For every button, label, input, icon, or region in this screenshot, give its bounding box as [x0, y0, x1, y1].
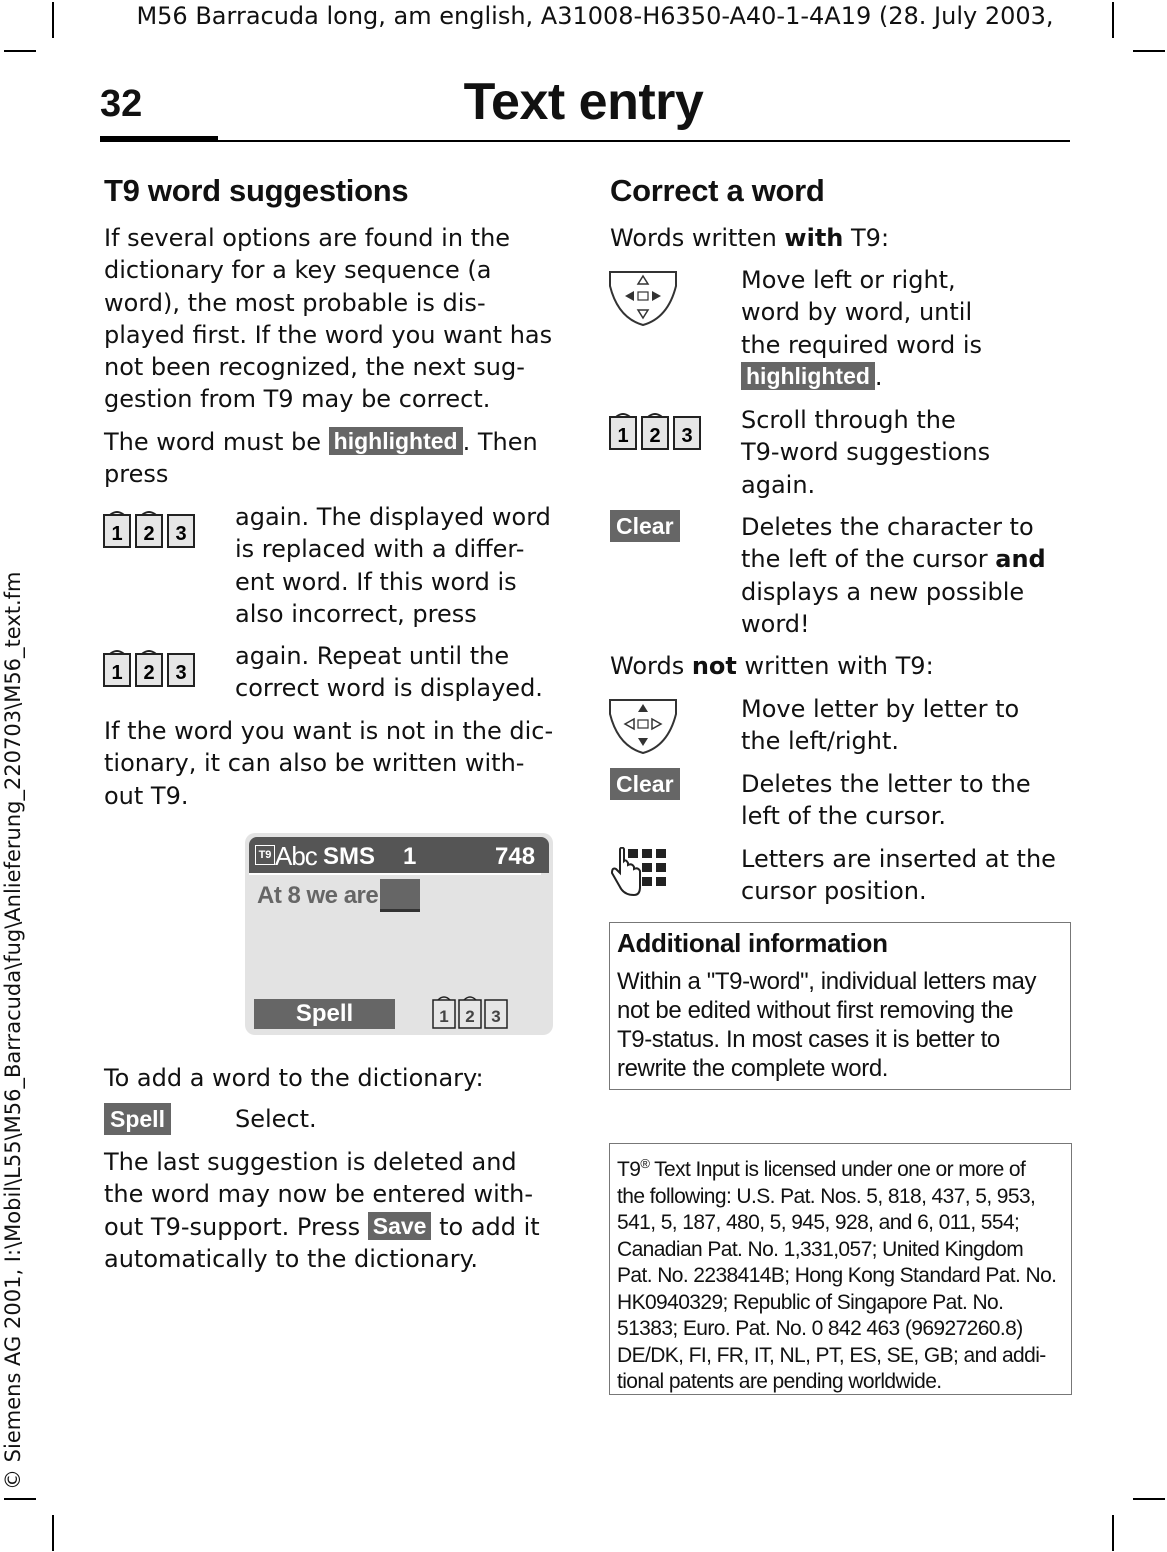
- text-line: Canadian Pat. No. 1,331,057; United Kingdom: [617, 1237, 1024, 1261]
- additional-info-box: [609, 922, 1071, 1090]
- text-line: cursor position.: [741, 877, 927, 906]
- running-header: M56 Barracuda long, am english, A31008-H6350-A40-1-4A19 (28. July 2003,: [136, 2, 1054, 30]
- clear-key[interactable]: Clear: [610, 510, 680, 542]
- keys-123-icon: [431, 993, 509, 1031]
- text-span-bold: not: [691, 652, 737, 680]
- text-line: Letters are inserted at the: [741, 845, 1056, 873]
- text-line: Scroll through the: [741, 406, 956, 434]
- text-line: displays a new possible: [741, 577, 1025, 606]
- text-line: T9-word suggestions: [741, 438, 991, 467]
- svg-text:3: 3: [491, 1007, 501, 1026]
- keys-123-icon: [102, 509, 198, 549]
- text-line: Deletes the letter to the: [741, 770, 1031, 798]
- text-span: to add it: [439, 1212, 540, 1241]
- crop-mark: [1133, 1498, 1165, 1500]
- text-line: If the word you want is not in the dic-: [104, 717, 554, 745]
- crop-mark: [1112, 2, 1114, 38]
- nav2-text: [741, 693, 1071, 758]
- text-line: HK0940329; Republic of Singapore Pat. No.: [617, 1290, 1004, 1314]
- text-line: again.: [741, 470, 816, 499]
- text-line: gestion from T9 may be correct.: [104, 385, 491, 414]
- text-line: again. Repeat until the: [235, 642, 510, 670]
- text-line: left of the cursor.: [741, 802, 947, 831]
- text-line: not been recognized, the next sug-: [104, 353, 525, 382]
- text-line: again. The displayed word: [235, 503, 551, 531]
- text-line: out T9.: [104, 781, 189, 810]
- clear-key[interactable]: Clear: [610, 768, 680, 800]
- svg-text:2: 2: [465, 1007, 475, 1026]
- text-line: the left/right.: [741, 727, 899, 756]
- info-title: Additional information: [617, 928, 888, 958]
- highlight-marker: highlighted: [329, 427, 463, 455]
- svg-text:1: 1: [111, 662, 123, 684]
- input-mode: Abc: [275, 841, 317, 871]
- text-line: played first. If the word you want has: [104, 320, 553, 349]
- svg-text:1: 1: [617, 425, 629, 447]
- side-copyright: © Siemens AG 2001, I:\Mobil\L55\M56_Barracuda\fug\Anlieferung_220703\M56_text.fm: [1, 571, 25, 1490]
- registered-mark: ®: [640, 1156, 650, 1171]
- section-heading-correct: Correct a word: [610, 173, 825, 208]
- text-line: If several options are found in the: [104, 224, 511, 252]
- text-line: word), the most probable is dis-: [104, 288, 486, 317]
- text-span: written with T9:: [736, 652, 934, 680]
- text-line: Move left or right,: [741, 266, 956, 294]
- spell-description: Select.: [235, 1105, 317, 1133]
- text-span: . Then: [462, 428, 538, 456]
- text-line: press: [104, 460, 169, 489]
- save-key[interactable]: Save: [368, 1212, 432, 1240]
- step1-text: [235, 501, 565, 630]
- keypad-hand-icon: [610, 847, 666, 897]
- text-line: 51383; Euro. Pat. No. 0 842 463 (96927260.8): [617, 1317, 1023, 1340]
- crop-mark: [4, 1498, 36, 1500]
- highlight-paragraph: [104, 426, 564, 491]
- text-line: dictionary for a key sequence (a: [104, 256, 492, 285]
- text-span: Words: [610, 652, 692, 680]
- text-span: Words written: [610, 224, 785, 252]
- text-line: word!: [741, 609, 810, 638]
- text-line: tionary, it can also be written with-: [104, 749, 525, 778]
- message-text: At 8 we are: [257, 882, 379, 909]
- clear2-text: [741, 768, 1071, 833]
- text-line: correct word is displayed.: [235, 674, 543, 703]
- text-span: T9: [617, 1158, 641, 1181]
- text-span: out T9-support. Press: [104, 1212, 361, 1241]
- highlight-marker: highlighted: [741, 362, 875, 390]
- text-line: also incorrect, press: [235, 599, 477, 628]
- text-line: Deletes the character to: [741, 513, 1034, 541]
- text-span-bold: with: [784, 224, 844, 252]
- intro-paragraph: [104, 222, 564, 416]
- text-line: rewrite the complete word.: [617, 1055, 889, 1082]
- with-t9-label: [610, 222, 889, 254]
- info-body: [617, 967, 1072, 1083]
- spell-softkey[interactable]: Spell: [254, 999, 395, 1029]
- without-t9-label: [610, 650, 934, 682]
- text-line: the required word is: [741, 330, 982, 359]
- text-line: ent word. If this word is: [235, 567, 517, 596]
- svg-text:2: 2: [143, 662, 155, 684]
- svg-text:3: 3: [175, 662, 187, 684]
- text-line: The last suggestion is deleted and: [104, 1148, 517, 1176]
- license-box: [609, 1143, 1072, 1395]
- text-line: Within a "T9-word", individual letters may: [617, 968, 1037, 995]
- text-line: Pat. No. 2238414B; Hong Kong Standard Pat. No.: [617, 1264, 1057, 1287]
- message-type: SMS: [323, 843, 376, 870]
- spell-key[interactable]: Spell: [104, 1103, 171, 1135]
- text-line: is replaced with a differ-: [235, 535, 525, 564]
- text-span: the left of the cursor: [741, 545, 996, 574]
- not-in-dictionary-paragraph: [104, 715, 569, 812]
- crop-mark: [52, 2, 54, 38]
- page-number: 32: [100, 83, 143, 125]
- text-span-bold: and: [995, 545, 1046, 574]
- text-line: tional patents are pending worldwide.: [617, 1370, 942, 1393]
- crop-mark: [1133, 50, 1165, 52]
- svg-text:1: 1: [439, 1007, 449, 1026]
- crop-mark: [4, 50, 36, 52]
- text-line: Move letter by letter to: [741, 695, 1020, 723]
- license-text: [617, 1151, 1072, 1396]
- text-line: the following: U.S. Pat. Nos. 5, 818, 437, 5, 953,: [617, 1184, 1036, 1208]
- svg-text:3: 3: [175, 523, 187, 545]
- section-heading-t9: T9 word suggestions: [104, 173, 409, 208]
- svg-text:1: 1: [111, 523, 123, 545]
- crop-mark: [52, 1515, 54, 1551]
- phone-display: [245, 833, 553, 1035]
- text-line: word by word, until: [741, 298, 973, 327]
- nav1-text: Move left or right, word by word, until the required word is highlighted .: [741, 264, 1071, 393]
- svg-text:2: 2: [649, 425, 661, 447]
- insert-text: [741, 843, 1071, 908]
- text-line: T9-status. In most cases it is better to: [617, 1026, 1000, 1053]
- highlighted-word: [380, 879, 420, 912]
- text-span: The word must be: [104, 428, 322, 456]
- nav-key-icon: [606, 268, 680, 328]
- clear1-text: [741, 511, 1071, 640]
- scroll-text: [741, 404, 1071, 501]
- svg-text:2: 2: [143, 523, 155, 545]
- page-title: Text entry: [463, 73, 704, 131]
- chars-remaining: 748: [495, 843, 536, 870]
- t9-icon: T9: [255, 845, 275, 865]
- step2-text: [235, 640, 565, 705]
- text-span: Text Input is licensed under one or more of: [649, 1158, 1026, 1181]
- nav-key-icon: [606, 696, 680, 756]
- svg-text:3: 3: [681, 425, 693, 447]
- title-rule: [100, 140, 1070, 142]
- text-line: 541, 5, 187, 480, 5, 945, 928, and 6, 011, 554;: [617, 1211, 1020, 1234]
- display-divider: [249, 873, 541, 875]
- text-line: DE/DK, FI, FR, IT, NL, PT, ES, SE, GB; and addi-: [617, 1343, 1046, 1367]
- text-line: not be edited without first removing the: [617, 997, 1014, 1024]
- keys-123-icon: [608, 411, 704, 451]
- save-paragraph: [104, 1146, 574, 1275]
- text-line: the word may now be entered with-: [104, 1180, 534, 1209]
- text-span: T9:: [843, 224, 890, 252]
- keys-123-icon: [102, 648, 198, 688]
- crop-mark: [1112, 1515, 1114, 1551]
- text-line: automatically to the dictionary.: [104, 1244, 479, 1273]
- add-word-intro: To add a word to the dictionary:: [104, 1064, 484, 1092]
- message-count: 1: [403, 843, 417, 870]
